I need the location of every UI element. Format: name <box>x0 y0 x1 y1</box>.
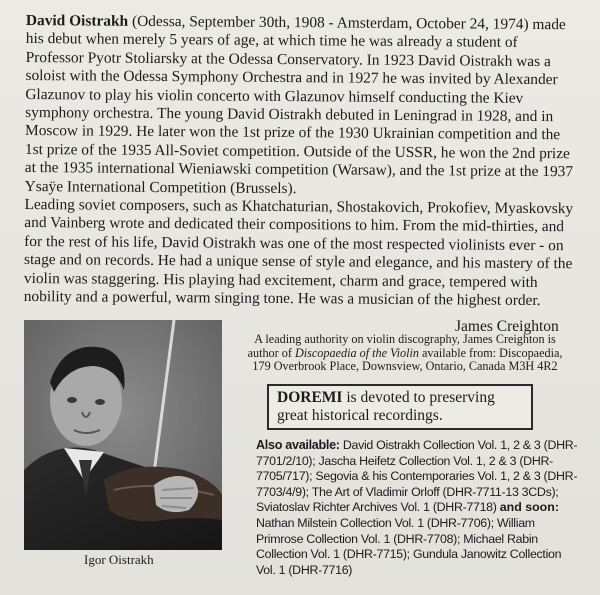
coming-soon-label: and soon: <box>499 500 559 515</box>
author-signature: James Creighton <box>455 318 559 335</box>
biography-paragraph-1 <box>25 12 576 200</box>
author-note <box>240 333 570 374</box>
also-available-list <box>256 438 581 578</box>
photo-caption: Igor Oistrakh <box>84 552 154 567</box>
coming-soon-text: Nathan Milstein Collection Vol. 1 (DHR-7706); William Primrose Collection Vol. 1 (DHR-7708); Michael Rabin Collection Vol. 1 (DHR-7715); Gundula Janowitz Collection Vol. 1 (DHR-7716) <box>256 515 562 577</box>
doremi-brand: DOREMI <box>277 389 343 406</box>
biography-paragraph-1-text: (Odessa, September 30th, 1908 - Amsterdam, October 24, 1974) made his debut when merely 5 years of age, at which time he was already a student of Professor Pyotr Stoliarsky at the Odessa Conservatory. In 1923 David Oistrakh was a soloist with the Odessa Symphony Orchestra and in 1927 he was invited by Alexander Glazunov to play his violin concerto with Glazunov himself conducting the Kiev symphony orchestra. The young David Oistrakh debuted in Leningrad in 1928, and in Moscow in 1929. He later won the 1st prize of the 1930 Ukrainian competition and the 1st prize of the 1935 All-Soviet competition. Outside of the USSR, he won the 2nd prize at the 1935 international Wieniawski competition (Warsaw), and the 1st prize at the 1937 Ysaÿe International Competition (Brussels). <box>24 12 574 197</box>
doremi-box <box>267 384 533 430</box>
violinist-photo-illustration <box>24 320 222 550</box>
biography-paragraph-2: Leading soviet composers, such as Khatchaturian, Shostakovich, Prokofiev, Myaskovsky and Vainberg wrote and dedicated their compositions to him. From the mid-thirties, and for the rest of his life, David Oistrakh was one of the most respected violinists ever - on stage and on records. He had a unique sense of style and elegance, and his mastery of the violin was staggering. His playing had excitement, charm and grace, tempered with nobility and a powerful, warm singing tone. He was a musician of the highest order. <box>23 196 574 310</box>
author-note-text-b: available from: Discopaedia, 179 Overbrook Place, Downsview, Ontario, Canada M3H 4R2 <box>252 345 563 374</box>
book-title: Discopaedia of the Violin <box>294 345 419 360</box>
author-note-text-a: A leading authority on violin discography, James Creighton is author of <box>247 332 556 360</box>
subject-name: David Oistrakh <box>25 12 129 30</box>
portrait-photo <box>24 320 222 550</box>
doremi-text: is devoted to preserving great historical recordings. <box>277 389 495 424</box>
biography-text <box>24 12 576 311</box>
also-available-text: David Oistrakh Collection Vol. 1, 2 & 3 (DHR-7701/2/10); Jascha Heifetz Collection Vol. 1, 2 & 3 (DHR-7705/717); Segovia & his Contemporaries Vol. 1, 2 & 3 (DHR-7703/4/9); The Art of Vladimir Orloff (DHR-7711-13 3CDs); Sviatoslav Richter Archives Vol. 1 (DHR-7718) <box>256 438 578 515</box>
also-available-label: Also available: <box>256 438 340 452</box>
